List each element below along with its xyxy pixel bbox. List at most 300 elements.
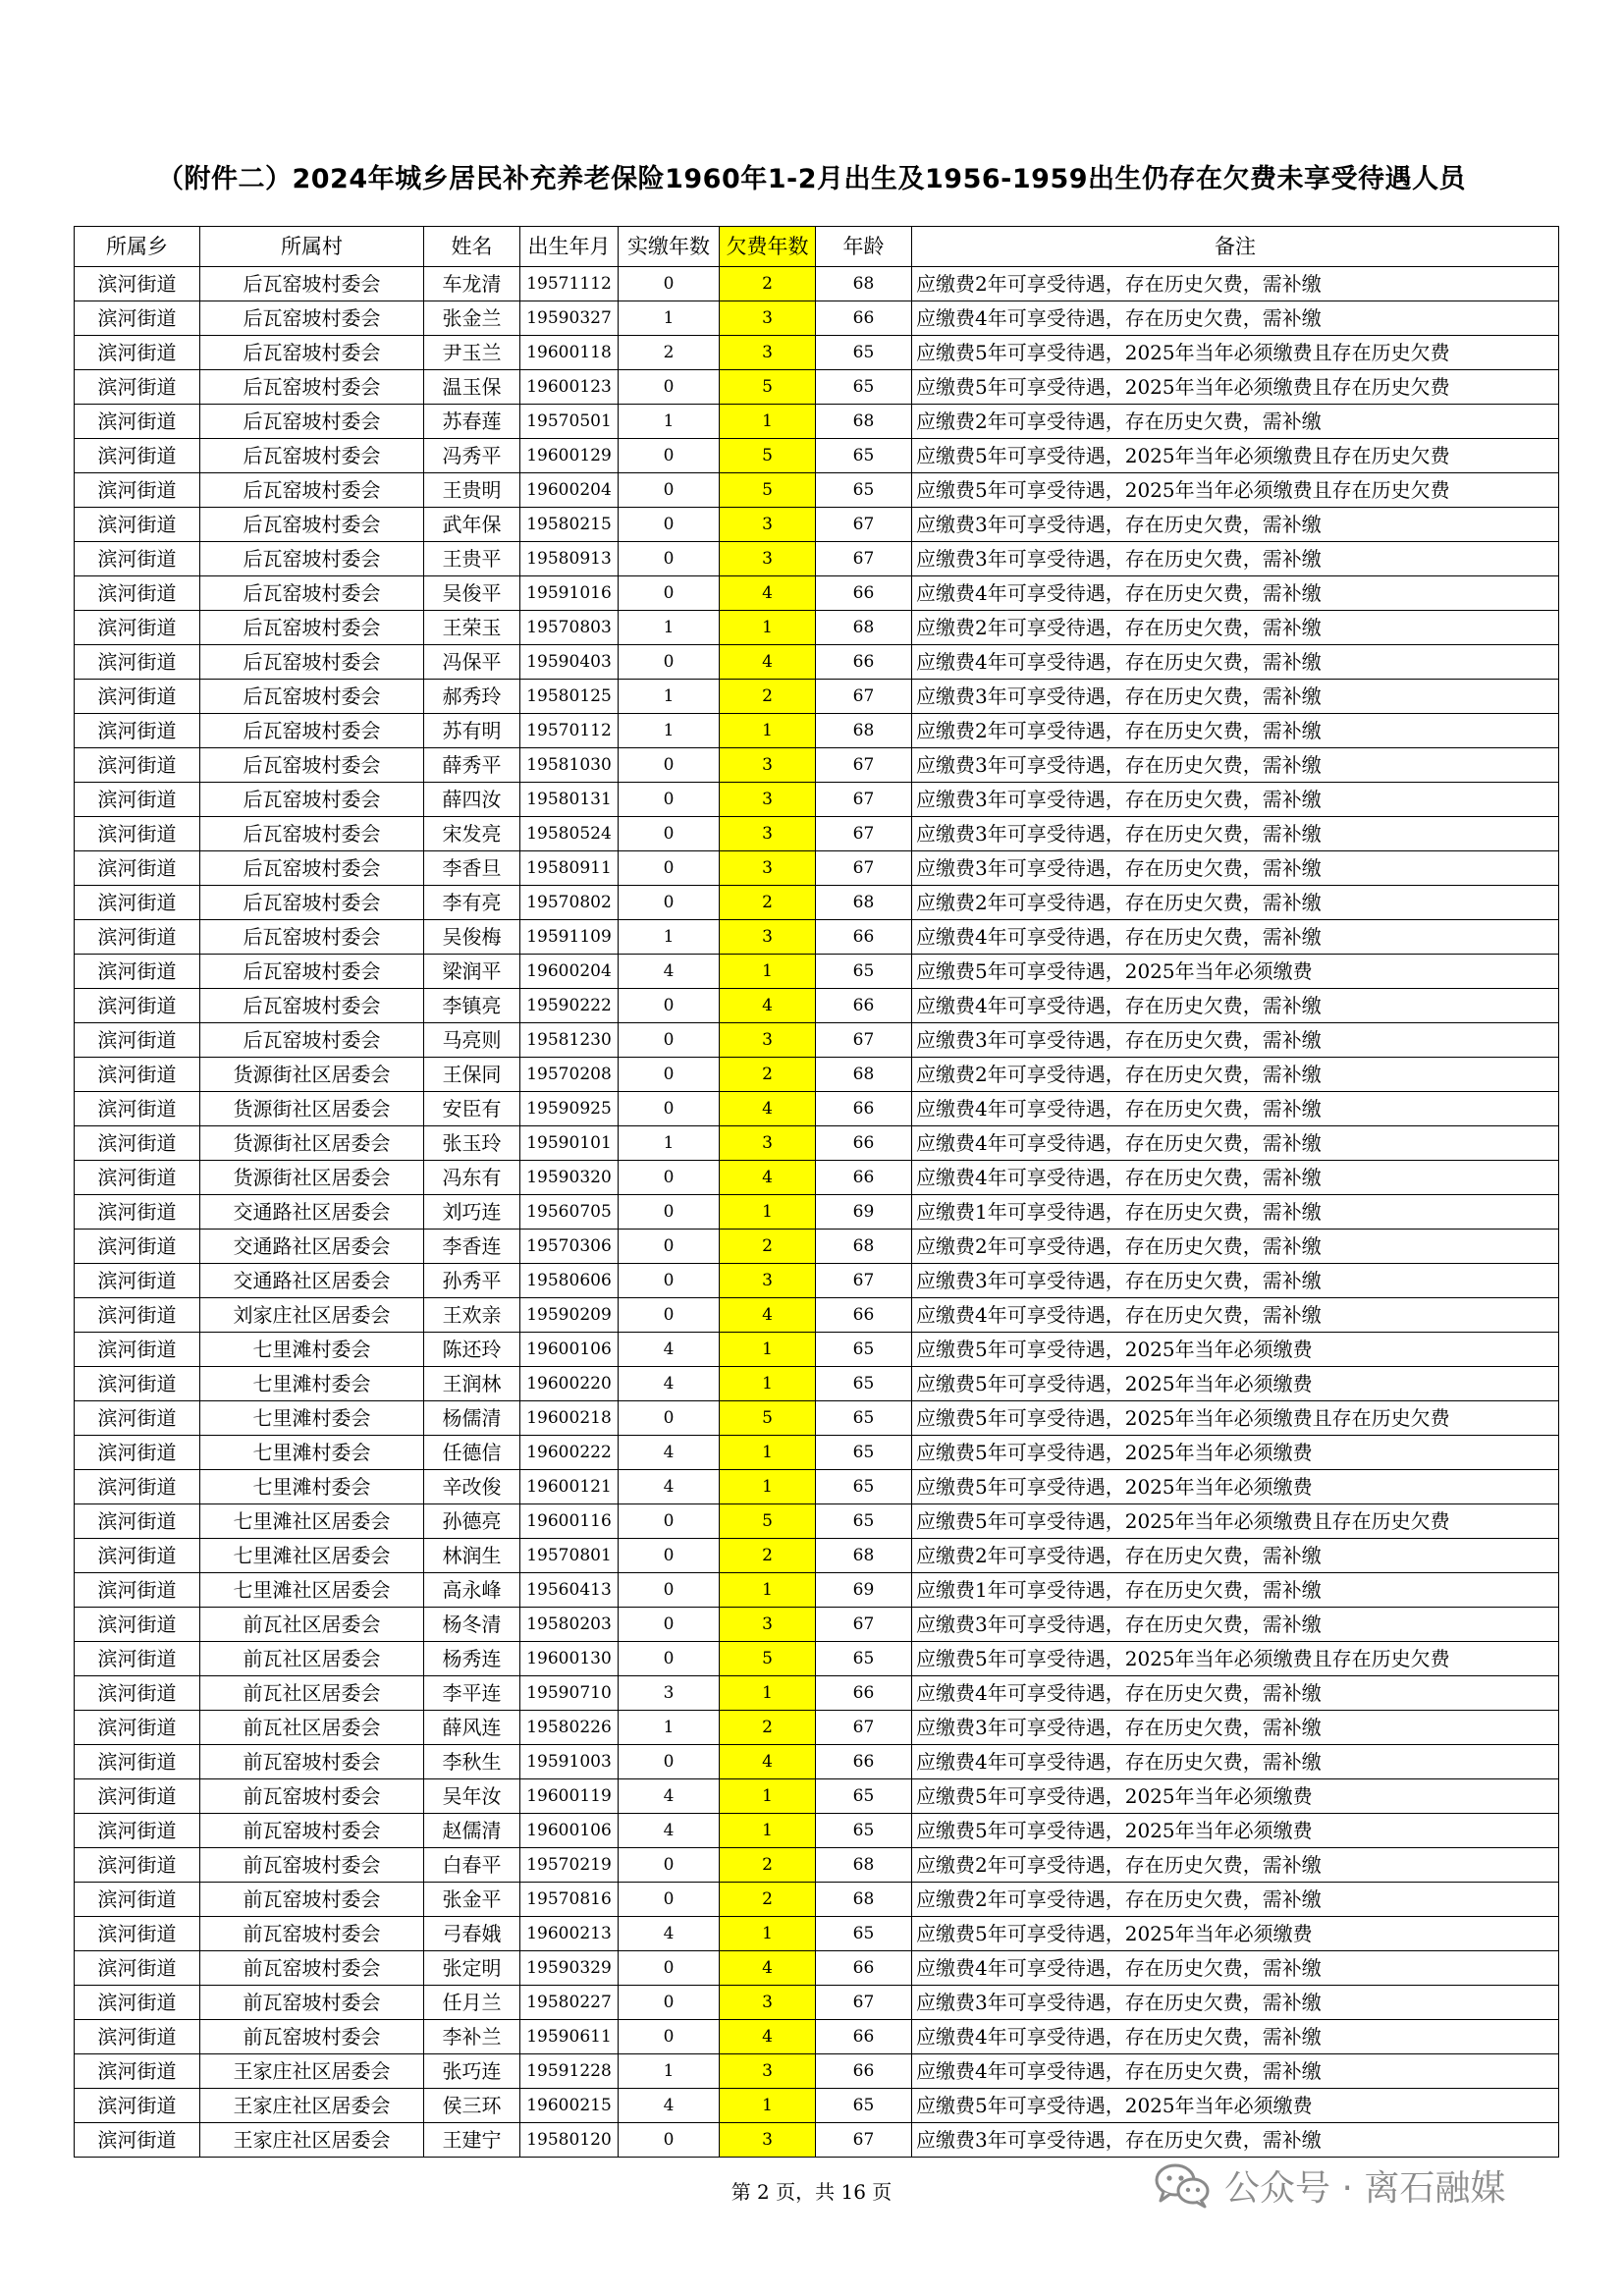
cell-arrears-years: 1 (720, 1573, 816, 1608)
cell-remarks: 应缴费4年可享受待遇，存在历史欠费，需补缴 (912, 1126, 1559, 1161)
cell-township: 滨河街道 (75, 714, 200, 748)
cell-township: 滨河街道 (75, 1814, 200, 1848)
cell-arrears-years: 4 (720, 1951, 816, 1986)
cell-name: 任德信 (424, 1436, 520, 1470)
cell-remarks: 应缴费3年可享受待遇，存在历史欠费，需补缴 (912, 680, 1559, 714)
table-row (75, 1504, 1559, 1539)
table-row (75, 886, 1559, 920)
cell-township: 滨河街道 (75, 1539, 200, 1573)
cell-name: 王润林 (424, 1367, 520, 1401)
cell-age: 66 (816, 2054, 912, 2089)
cell-paid-years: 0 (619, 1745, 720, 1779)
cell-birth-date: 19590403 (520, 645, 619, 680)
cell-village: 货源街社区居委会 (200, 1058, 424, 1092)
cell-village: 后瓦窑坡村委会 (200, 817, 424, 851)
cell-township: 滨河街道 (75, 1848, 200, 1883)
cell-birth-date: 19580203 (520, 1608, 619, 1642)
cell-remarks: 应缴费3年可享受待遇，存在历史欠费，需补缴 (912, 851, 1559, 886)
cell-paid-years: 0 (619, 783, 720, 817)
cell-age: 66 (816, 1951, 912, 1986)
cell-remarks: 应缴费4年可享受待遇，存在历史欠费，需补缴 (912, 1161, 1559, 1195)
cell-village: 前瓦社区居委会 (200, 1642, 424, 1676)
cell-village: 前瓦窑坡村委会 (200, 1883, 424, 1917)
header-arrears-years: 欠费年数 (720, 227, 816, 267)
table-row (75, 783, 1559, 817)
table-row (75, 1917, 1559, 1951)
cell-township: 滨河街道 (75, 508, 200, 542)
cell-name: 李香旦 (424, 851, 520, 886)
cell-paid-years: 0 (619, 1230, 720, 1264)
cell-paid-years: 0 (619, 576, 720, 611)
cell-arrears-years: 4 (720, 1745, 816, 1779)
cell-age: 66 (816, 989, 912, 1023)
table-row (75, 1573, 1559, 1608)
header-age: 年龄 (816, 227, 912, 267)
cell-remarks: 应缴费4年可享受待遇，存在历史欠费，需补缴 (912, 576, 1559, 611)
table-row (75, 1367, 1559, 1401)
cell-age: 66 (816, 576, 912, 611)
cell-arrears-years: 5 (720, 473, 816, 508)
cell-remarks: 应缴费2年可享受待遇，存在历史欠费，需补缴 (912, 714, 1559, 748)
cell-village: 后瓦窑坡村委会 (200, 405, 424, 439)
cell-township: 滨河街道 (75, 1161, 200, 1195)
cell-age: 65 (816, 2089, 912, 2123)
cell-birth-date: 19590925 (520, 1092, 619, 1126)
cell-township: 滨河街道 (75, 301, 200, 336)
cell-remarks: 应缴费4年可享受待遇，存在历史欠费，需补缴 (912, 920, 1559, 955)
cell-remarks: 应缴费5年可享受待遇，2025年当年必须缴费 (912, 1333, 1559, 1367)
table-row (75, 1436, 1559, 1470)
cell-remarks: 应缴费3年可享受待遇，存在历史欠费，需补缴 (912, 748, 1559, 783)
cell-paid-years: 0 (619, 989, 720, 1023)
page-number: 第 2 页，共 16 页 (730, 2180, 893, 2204)
cell-arrears-years: 4 (720, 576, 816, 611)
cell-birth-date: 19591003 (520, 1745, 619, 1779)
cell-arrears-years: 1 (720, 1470, 816, 1504)
cell-township: 滨河街道 (75, 1264, 200, 1298)
cell-paid-years: 0 (619, 1986, 720, 2020)
cell-birth-date: 19580524 (520, 817, 619, 851)
cell-village: 前瓦窑坡村委会 (200, 1745, 424, 1779)
cell-township: 滨河街道 (75, 1917, 200, 1951)
cell-name: 张定明 (424, 1951, 520, 1986)
cell-remarks: 应缴费3年可享受待遇，存在历史欠费，需补缴 (912, 1711, 1559, 1745)
cell-township: 滨河街道 (75, 542, 200, 576)
cell-birth-date: 19591016 (520, 576, 619, 611)
cell-remarks: 应缴费4年可享受待遇，存在历史欠费，需补缴 (912, 989, 1559, 1023)
cell-paid-years: 0 (619, 1058, 720, 1092)
cell-village: 后瓦窑坡村委会 (200, 645, 424, 680)
cell-township: 滨河街道 (75, 645, 200, 680)
cell-name: 宋发亮 (424, 817, 520, 851)
cell-name: 任月兰 (424, 1986, 520, 2020)
cell-birth-date: 19600204 (520, 955, 619, 989)
cell-arrears-years: 2 (720, 886, 816, 920)
cell-village: 后瓦窑坡村委会 (200, 611, 424, 645)
cell-age: 67 (816, 783, 912, 817)
cell-age: 66 (816, 1126, 912, 1161)
cell-township: 滨河街道 (75, 1401, 200, 1436)
watermark (1154, 2156, 1505, 2214)
cell-remarks: 应缴费2年可享受待遇，存在历史欠费，需补缴 (912, 886, 1559, 920)
cell-age: 67 (816, 817, 912, 851)
table-row (75, 2020, 1559, 2054)
cell-township: 滨河街道 (75, 989, 200, 1023)
arrears-table (74, 226, 1559, 2158)
cell-age: 65 (816, 370, 912, 405)
cell-township: 滨河街道 (75, 1711, 200, 1745)
cell-name: 冯秀平 (424, 439, 520, 473)
cell-age: 68 (816, 714, 912, 748)
cell-remarks: 应缴费5年可享受待遇，2025年当年必须缴费且存在历史欠费 (912, 439, 1559, 473)
table-row (75, 1401, 1559, 1436)
cell-township: 滨河街道 (75, 473, 200, 508)
cell-birth-date: 19600129 (520, 439, 619, 473)
cell-remarks: 应缴费5年可享受待遇，2025年当年必须缴费且存在历史欠费 (912, 1504, 1559, 1539)
cell-remarks: 应缴费4年可享受待遇，存在历史欠费，需补缴 (912, 1092, 1559, 1126)
cell-birth-date: 19581030 (520, 748, 619, 783)
cell-remarks: 应缴费4年可享受待遇，存在历史欠费，需补缴 (912, 1298, 1559, 1333)
cell-arrears-years: 1 (720, 405, 816, 439)
cell-age: 65 (816, 439, 912, 473)
cell-age: 67 (816, 851, 912, 886)
cell-age: 65 (816, 1436, 912, 1470)
cell-village: 前瓦社区居委会 (200, 1676, 424, 1711)
table-row (75, 1848, 1559, 1883)
cell-name: 薛秀平 (424, 748, 520, 783)
cell-remarks: 应缴费3年可享受待遇，存在历史欠费，需补缴 (912, 1023, 1559, 1058)
cell-age: 68 (816, 267, 912, 301)
cell-birth-date: 19600218 (520, 1401, 619, 1436)
cell-township: 滨河街道 (75, 1367, 200, 1401)
cell-age: 65 (816, 1814, 912, 1848)
cell-name: 冯保平 (424, 645, 520, 680)
cell-arrears-years: 5 (720, 1642, 816, 1676)
cell-village: 货源街社区居委会 (200, 1161, 424, 1195)
cell-village: 前瓦窑坡村委会 (200, 1917, 424, 1951)
cell-township: 滨河街道 (75, 405, 200, 439)
cell-arrears-years: 1 (720, 1779, 816, 1814)
cell-age: 65 (816, 1504, 912, 1539)
table-row (75, 1298, 1559, 1333)
cell-village: 王家庄社区居委会 (200, 2054, 424, 2089)
cell-age: 66 (816, 920, 912, 955)
cell-name: 苏有明 (424, 714, 520, 748)
cell-arrears-years: 1 (720, 714, 816, 748)
cell-age: 65 (816, 1470, 912, 1504)
cell-remarks: 应缴费5年可享受待遇，2025年当年必须缴费且存在历史欠费 (912, 1642, 1559, 1676)
cell-remarks: 应缴费5年可享受待遇，2025年当年必须缴费 (912, 955, 1559, 989)
cell-arrears-years: 1 (720, 955, 816, 989)
table-row (75, 576, 1559, 611)
cell-township: 滨河街道 (75, 2089, 200, 2123)
cell-village: 王家庄社区居委会 (200, 2123, 424, 2158)
cell-paid-years: 0 (619, 2123, 720, 2158)
document-title: （附件二）2024年城乡居民补充养老保险1960年1-2月出生及1956-1959出生仍存在欠费未享受待遇人员 (156, 164, 1467, 194)
cell-village: 前瓦窑坡村委会 (200, 1814, 424, 1848)
cell-name: 李有亮 (424, 886, 520, 920)
cell-township: 滨河街道 (75, 920, 200, 955)
cell-paid-years: 4 (619, 1814, 720, 1848)
cell-paid-years: 0 (619, 1298, 720, 1333)
table-row (75, 1539, 1559, 1573)
cell-village: 交通路社区居委会 (200, 1195, 424, 1230)
cell-remarks: 应缴费3年可享受待遇，存在历史欠费，需补缴 (912, 542, 1559, 576)
header-birth-date: 出生年月 (520, 227, 619, 267)
cell-township: 滨河街道 (75, 1676, 200, 1711)
cell-age: 67 (816, 1608, 912, 1642)
cell-paid-years: 1 (619, 1711, 720, 1745)
cell-township: 滨河街道 (75, 611, 200, 645)
cell-birth-date: 19590101 (520, 1126, 619, 1161)
cell-remarks: 应缴费2年可享受待遇，存在历史欠费，需补缴 (912, 267, 1559, 301)
cell-arrears-years: 1 (720, 1676, 816, 1711)
cell-village: 后瓦窑坡村委会 (200, 714, 424, 748)
cell-name: 李秋生 (424, 1745, 520, 1779)
cell-birth-date: 19581230 (520, 1023, 619, 1058)
table-row (75, 1470, 1559, 1504)
table-row (75, 1711, 1559, 1745)
cell-birth-date: 19571112 (520, 267, 619, 301)
cell-remarks: 应缴费3年可享受待遇，存在历史欠费，需补缴 (912, 1608, 1559, 1642)
cell-village: 七里滩村委会 (200, 1333, 424, 1367)
cell-age: 66 (816, 301, 912, 336)
cell-age: 65 (816, 1401, 912, 1436)
cell-arrears-years: 3 (720, 336, 816, 370)
cell-township: 滨河街道 (75, 2123, 200, 2158)
table-row (75, 1642, 1559, 1676)
cell-remarks: 应缴费5年可享受待遇，2025年当年必须缴费 (912, 1367, 1559, 1401)
cell-township: 滨河街道 (75, 1058, 200, 1092)
cell-arrears-years: 1 (720, 1195, 816, 1230)
cell-village: 七里滩社区居委会 (200, 1573, 424, 1608)
table-row (75, 851, 1559, 886)
cell-birth-date: 19590327 (520, 301, 619, 336)
cell-age: 67 (816, 1986, 912, 2020)
table-row (75, 439, 1559, 473)
cell-remarks: 应缴费4年可享受待遇，存在历史欠费，需补缴 (912, 2054, 1559, 2089)
cell-birth-date: 19591228 (520, 2054, 619, 2089)
table-row (75, 1092, 1559, 1126)
cell-name: 吴年汝 (424, 1779, 520, 1814)
cell-age: 67 (816, 1711, 912, 1745)
cell-remarks: 应缴费3年可享受待遇，存在历史欠费，需补缴 (912, 817, 1559, 851)
cell-paid-years: 2 (619, 336, 720, 370)
cell-remarks: 应缴费3年可享受待遇，存在历史欠费，需补缴 (912, 2123, 1559, 2158)
table-row (75, 1230, 1559, 1264)
table-row (75, 611, 1559, 645)
table-row (75, 2054, 1559, 2089)
cell-village: 前瓦窑坡村委会 (200, 2020, 424, 2054)
cell-village: 前瓦窑坡村委会 (200, 1951, 424, 1986)
cell-age: 65 (816, 1779, 912, 1814)
table-row (75, 1161, 1559, 1195)
cell-paid-years: 1 (619, 2054, 720, 2089)
cell-paid-years: 0 (619, 645, 720, 680)
cell-paid-years: 4 (619, 1436, 720, 1470)
cell-village: 交通路社区居委会 (200, 1264, 424, 1298)
table-row (75, 2123, 1559, 2158)
cell-township: 滨河街道 (75, 267, 200, 301)
cell-paid-years: 0 (619, 473, 720, 508)
cell-village: 后瓦窑坡村委会 (200, 576, 424, 611)
cell-age: 65 (816, 1917, 912, 1951)
cell-birth-date: 19590329 (520, 1951, 619, 1986)
cell-arrears-years: 2 (720, 267, 816, 301)
cell-age: 66 (816, 1676, 912, 1711)
cell-arrears-years: 2 (720, 1539, 816, 1573)
cell-age: 67 (816, 680, 912, 714)
cell-remarks: 应缴费5年可享受待遇，2025年当年必须缴费 (912, 1814, 1559, 1848)
cell-paid-years: 1 (619, 714, 720, 748)
cell-village: 前瓦窑坡村委会 (200, 1848, 424, 1883)
cell-age: 68 (816, 1848, 912, 1883)
cell-age: 67 (816, 748, 912, 783)
cell-age: 68 (816, 1883, 912, 1917)
cell-age: 65 (816, 336, 912, 370)
cell-paid-years: 0 (619, 1023, 720, 1058)
cell-village: 后瓦窑坡村委会 (200, 267, 424, 301)
cell-village: 七里滩社区居委会 (200, 1504, 424, 1539)
cell-paid-years: 4 (619, 1333, 720, 1367)
cell-name: 车龙清 (424, 267, 520, 301)
cell-age: 67 (816, 1264, 912, 1298)
cell-birth-date: 19580226 (520, 1711, 619, 1745)
cell-name: 薛四汝 (424, 783, 520, 817)
cell-name: 温玉保 (424, 370, 520, 405)
header-remarks: 备注 (912, 227, 1559, 267)
table-row (75, 1023, 1559, 1058)
cell-name: 杨冬清 (424, 1608, 520, 1642)
cell-arrears-years: 2 (720, 1230, 816, 1264)
table-row (75, 645, 1559, 680)
cell-village: 刘家庄社区居委会 (200, 1298, 424, 1333)
cell-name: 刘巧连 (424, 1195, 520, 1230)
cell-birth-date: 19580120 (520, 2123, 619, 2158)
watermark-text: 公众号 · 离石融媒 (1224, 2167, 1506, 2209)
cell-name: 李补兰 (424, 2020, 520, 2054)
cell-township: 滨河街道 (75, 1470, 200, 1504)
table-row (75, 989, 1559, 1023)
cell-village: 后瓦窑坡村委会 (200, 542, 424, 576)
cell-paid-years: 1 (619, 920, 720, 955)
cell-remarks: 应缴费2年可享受待遇，存在历史欠费，需补缴 (912, 1848, 1559, 1883)
cell-township: 滨河街道 (75, 439, 200, 473)
cell-birth-date: 19570803 (520, 611, 619, 645)
cell-name: 孙德亮 (424, 1504, 520, 1539)
cell-township: 滨河街道 (75, 2054, 200, 2089)
cell-village: 后瓦窑坡村委会 (200, 955, 424, 989)
cell-birth-date: 19590209 (520, 1298, 619, 1333)
cell-age: 66 (816, 1092, 912, 1126)
cell-township: 滨河街道 (75, 1608, 200, 1642)
cell-remarks: 应缴费5年可享受待遇，2025年当年必须缴费 (912, 1779, 1559, 1814)
cell-township: 滨河街道 (75, 1436, 200, 1470)
cell-township: 滨河街道 (75, 886, 200, 920)
cell-age: 68 (816, 886, 912, 920)
cell-arrears-years: 4 (720, 2020, 816, 2054)
cell-birth-date: 19600222 (520, 1436, 619, 1470)
cell-arrears-years: 3 (720, 1986, 816, 2020)
cell-name: 张金兰 (424, 301, 520, 336)
cell-township: 滨河街道 (75, 1230, 200, 1264)
cell-age: 66 (816, 2020, 912, 2054)
cell-township: 滨河街道 (75, 817, 200, 851)
cell-birth-date: 19600106 (520, 1333, 619, 1367)
cell-arrears-years: 3 (720, 783, 816, 817)
cell-village: 前瓦窑坡村委会 (200, 1779, 424, 1814)
cell-paid-years: 0 (619, 1092, 720, 1126)
table-row (75, 1883, 1559, 1917)
cell-paid-years: 1 (619, 611, 720, 645)
header-village: 所属村 (200, 227, 424, 267)
cell-arrears-years: 1 (720, 1814, 816, 1848)
cell-arrears-years: 5 (720, 1504, 816, 1539)
cell-paid-years: 4 (619, 1779, 720, 1814)
cell-arrears-years: 1 (720, 1436, 816, 1470)
cell-birth-date: 19570208 (520, 1058, 619, 1092)
table-row (75, 405, 1559, 439)
cell-remarks: 应缴费2年可享受待遇，存在历史欠费，需补缴 (912, 1058, 1559, 1092)
cell-name: 张巧连 (424, 2054, 520, 2089)
cell-township: 滨河街道 (75, 1195, 200, 1230)
table-row (75, 267, 1559, 301)
header-paid-years: 实缴年数 (619, 227, 720, 267)
cell-paid-years: 0 (619, 1573, 720, 1608)
cell-township: 滨河街道 (75, 370, 200, 405)
cell-age: 66 (816, 1745, 912, 1779)
cell-name: 冯东有 (424, 1161, 520, 1195)
cell-village: 后瓦窑坡村委会 (200, 301, 424, 336)
cell-birth-date: 19580131 (520, 783, 619, 817)
cell-village: 货源街社区居委会 (200, 1126, 424, 1161)
cell-township: 滨河街道 (75, 1573, 200, 1608)
cell-arrears-years: 5 (720, 439, 816, 473)
cell-remarks: 应缴费5年可享受待遇，2025年当年必须缴费 (912, 1436, 1559, 1470)
cell-name: 陈还玲 (424, 1333, 520, 1367)
table-row (75, 920, 1559, 955)
cell-paid-years: 0 (619, 1883, 720, 1917)
cell-birth-date: 19580125 (520, 680, 619, 714)
cell-paid-years: 0 (619, 1264, 720, 1298)
cell-arrears-years: 3 (720, 301, 816, 336)
cell-paid-years: 0 (619, 748, 720, 783)
cell-arrears-years: 3 (720, 748, 816, 783)
cell-village: 七里滩村委会 (200, 1470, 424, 1504)
cell-village: 交通路社区居委会 (200, 1230, 424, 1264)
cell-township: 滨河街道 (75, 783, 200, 817)
cell-township: 滨河街道 (75, 1986, 200, 2020)
cell-name: 王欢亲 (424, 1298, 520, 1333)
cell-paid-years: 4 (619, 1367, 720, 1401)
cell-birth-date: 19570801 (520, 1539, 619, 1573)
cell-remarks: 应缴费5年可享受待遇，2025年当年必须缴费 (912, 2089, 1559, 2123)
cell-birth-date: 19580911 (520, 851, 619, 886)
cell-remarks: 应缴费4年可享受待遇，存在历史欠费，需补缴 (912, 1745, 1559, 1779)
cell-birth-date: 19600213 (520, 1917, 619, 1951)
cell-arrears-years: 3 (720, 2123, 816, 2158)
table-row (75, 714, 1559, 748)
cell-village: 后瓦窑坡村委会 (200, 336, 424, 370)
table-row (75, 1333, 1559, 1367)
cell-age: 66 (816, 1298, 912, 1333)
cell-village: 货源街社区居委会 (200, 1092, 424, 1126)
cell-township: 滨河街道 (75, 1298, 200, 1333)
cell-name: 赵儒清 (424, 1814, 520, 1848)
cell-birth-date: 19590710 (520, 1676, 619, 1711)
cell-birth-date: 19590222 (520, 989, 619, 1023)
cell-paid-years: 0 (619, 2020, 720, 2054)
